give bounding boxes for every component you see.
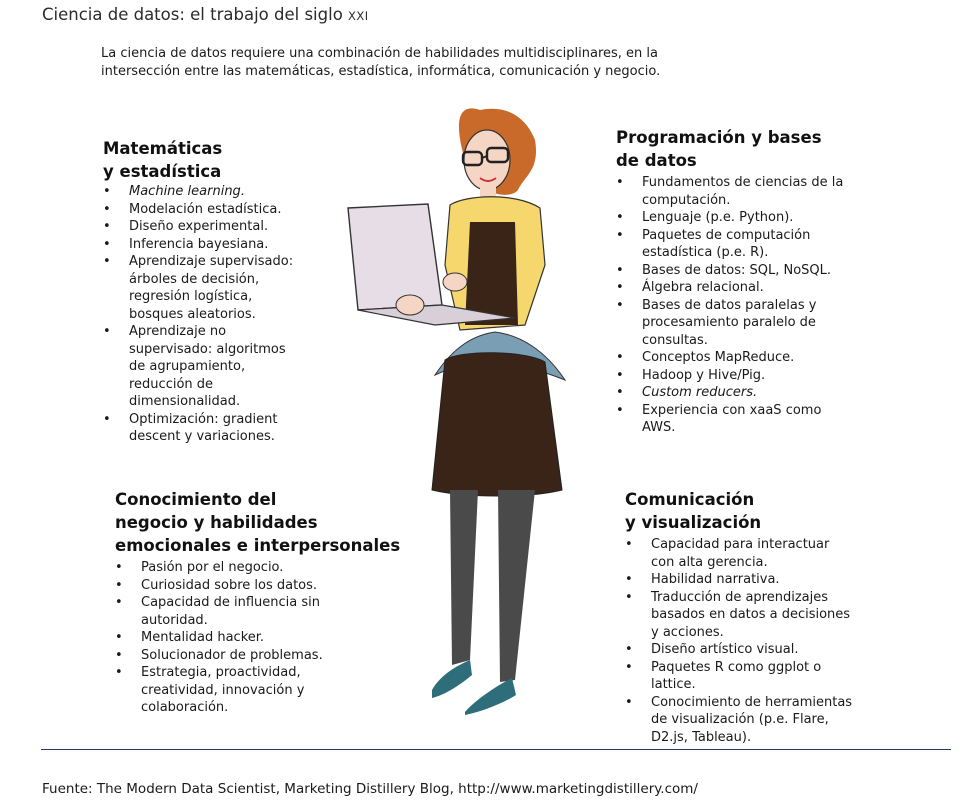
list-item: • Hadoop y Hive/Pig. xyxy=(616,367,856,385)
source-note: Fuente: The Modern Data Scientist, Marketing Distillery Blog, http://www.marketingdistillery.com/ xyxy=(42,781,698,797)
list-item: • Fundamentos de ciencias de la computación. xyxy=(616,174,856,209)
section-title-line: Conocimiento del xyxy=(115,490,277,509)
list-item: • Traducción de aprendizajes basados en datos a decisiones y acciones. xyxy=(625,589,855,642)
list-item: • Conceptos MapReduce. xyxy=(616,349,856,367)
section-title-line: Matemáticas xyxy=(103,139,223,158)
list-item: • Machine learning. xyxy=(103,183,303,201)
section-title-communication xyxy=(625,488,761,534)
list-item: • Modelación estadística. xyxy=(103,201,303,219)
section-title-line: emocionales e interpersonales xyxy=(115,536,401,555)
title-text: Ciencia de datos: el trabajo del siglo xyxy=(42,5,343,24)
list-item: • Solucionador de problemas. xyxy=(115,647,350,665)
list-item: • Aprendizaje no supervisado: algoritmos de agrupamiento, reducción de dimensionalidad. xyxy=(103,323,303,411)
list-item: • Curiosidad sobre los datos. xyxy=(115,577,350,595)
section-title-line: Comunicación xyxy=(625,490,755,509)
list-programming xyxy=(616,174,856,437)
list-item: • Capacidad para interactuar con alta gerencia. xyxy=(625,536,855,571)
title-century: XXI xyxy=(348,9,369,23)
list-item: • Capacidad de influencia sin autoridad. xyxy=(115,594,350,629)
list-item: • Habilidad narrativa. xyxy=(625,571,855,589)
list-item: • Aprendizaje supervisado: árboles de decisión, regresión logística, bosques aleatorios. xyxy=(103,253,303,323)
laptop-shape xyxy=(348,204,442,310)
list-item: • Álgebra relacional. xyxy=(616,279,856,297)
list-item: • Diseño artístico visual. xyxy=(625,641,855,659)
section-title-line: y visualización xyxy=(625,513,762,532)
list-communication xyxy=(625,536,855,746)
list-item: • Pasión por el negocio. xyxy=(115,559,350,577)
divider-line xyxy=(41,749,951,750)
list-item: • Optimización: gradient descent y variaciones. xyxy=(103,411,303,446)
section-title-line: Programación y bases xyxy=(616,128,822,147)
section-title-line: y estadística xyxy=(103,162,222,181)
list-business xyxy=(115,559,350,717)
list-item: • Conocimiento de herramientas de visualización (p.e. Flare, D2.js, Tableau). xyxy=(625,694,855,747)
list-item: • Diseño experimental. xyxy=(103,218,303,236)
page-title xyxy=(42,5,369,24)
list-item: • Experiencia con xaaS como AWS. xyxy=(616,402,856,437)
list-item: • Lenguaje (p.e. Python). xyxy=(616,209,856,227)
section-title-math xyxy=(103,137,222,183)
list-item: • Estrategia, proactividad, creatividad, innovación y colaboración. xyxy=(115,664,350,717)
list-item: • Mentalidad hacker. xyxy=(115,629,350,647)
list-item: • Bases de datos: SQL, NoSQL. xyxy=(616,262,856,280)
section-title-programming xyxy=(616,126,822,172)
list-item: • Paquetes de computación estadística (p.e. R). xyxy=(616,227,856,262)
section-title-line: de datos xyxy=(616,151,697,170)
list-math xyxy=(103,183,303,446)
intro-paragraph: La ciencia de datos requiere una combinación de habilidades multidisciplinares, en la intersección entre las matemáticas, estadística, informática, comunicación y negocio. xyxy=(101,46,661,79)
list-item: • Inferencia bayesiana. xyxy=(103,236,303,254)
list-item: • Paquetes R como ggplot o lattice. xyxy=(625,659,855,694)
list-item: • Custom reducers. xyxy=(616,384,856,402)
section-title-line: negocio y habilidades xyxy=(115,513,318,532)
list-item: • Bases de datos paralelas y procesamiento paralelo de consultas. xyxy=(616,297,856,350)
woman-with-laptop-illustration xyxy=(340,100,600,725)
